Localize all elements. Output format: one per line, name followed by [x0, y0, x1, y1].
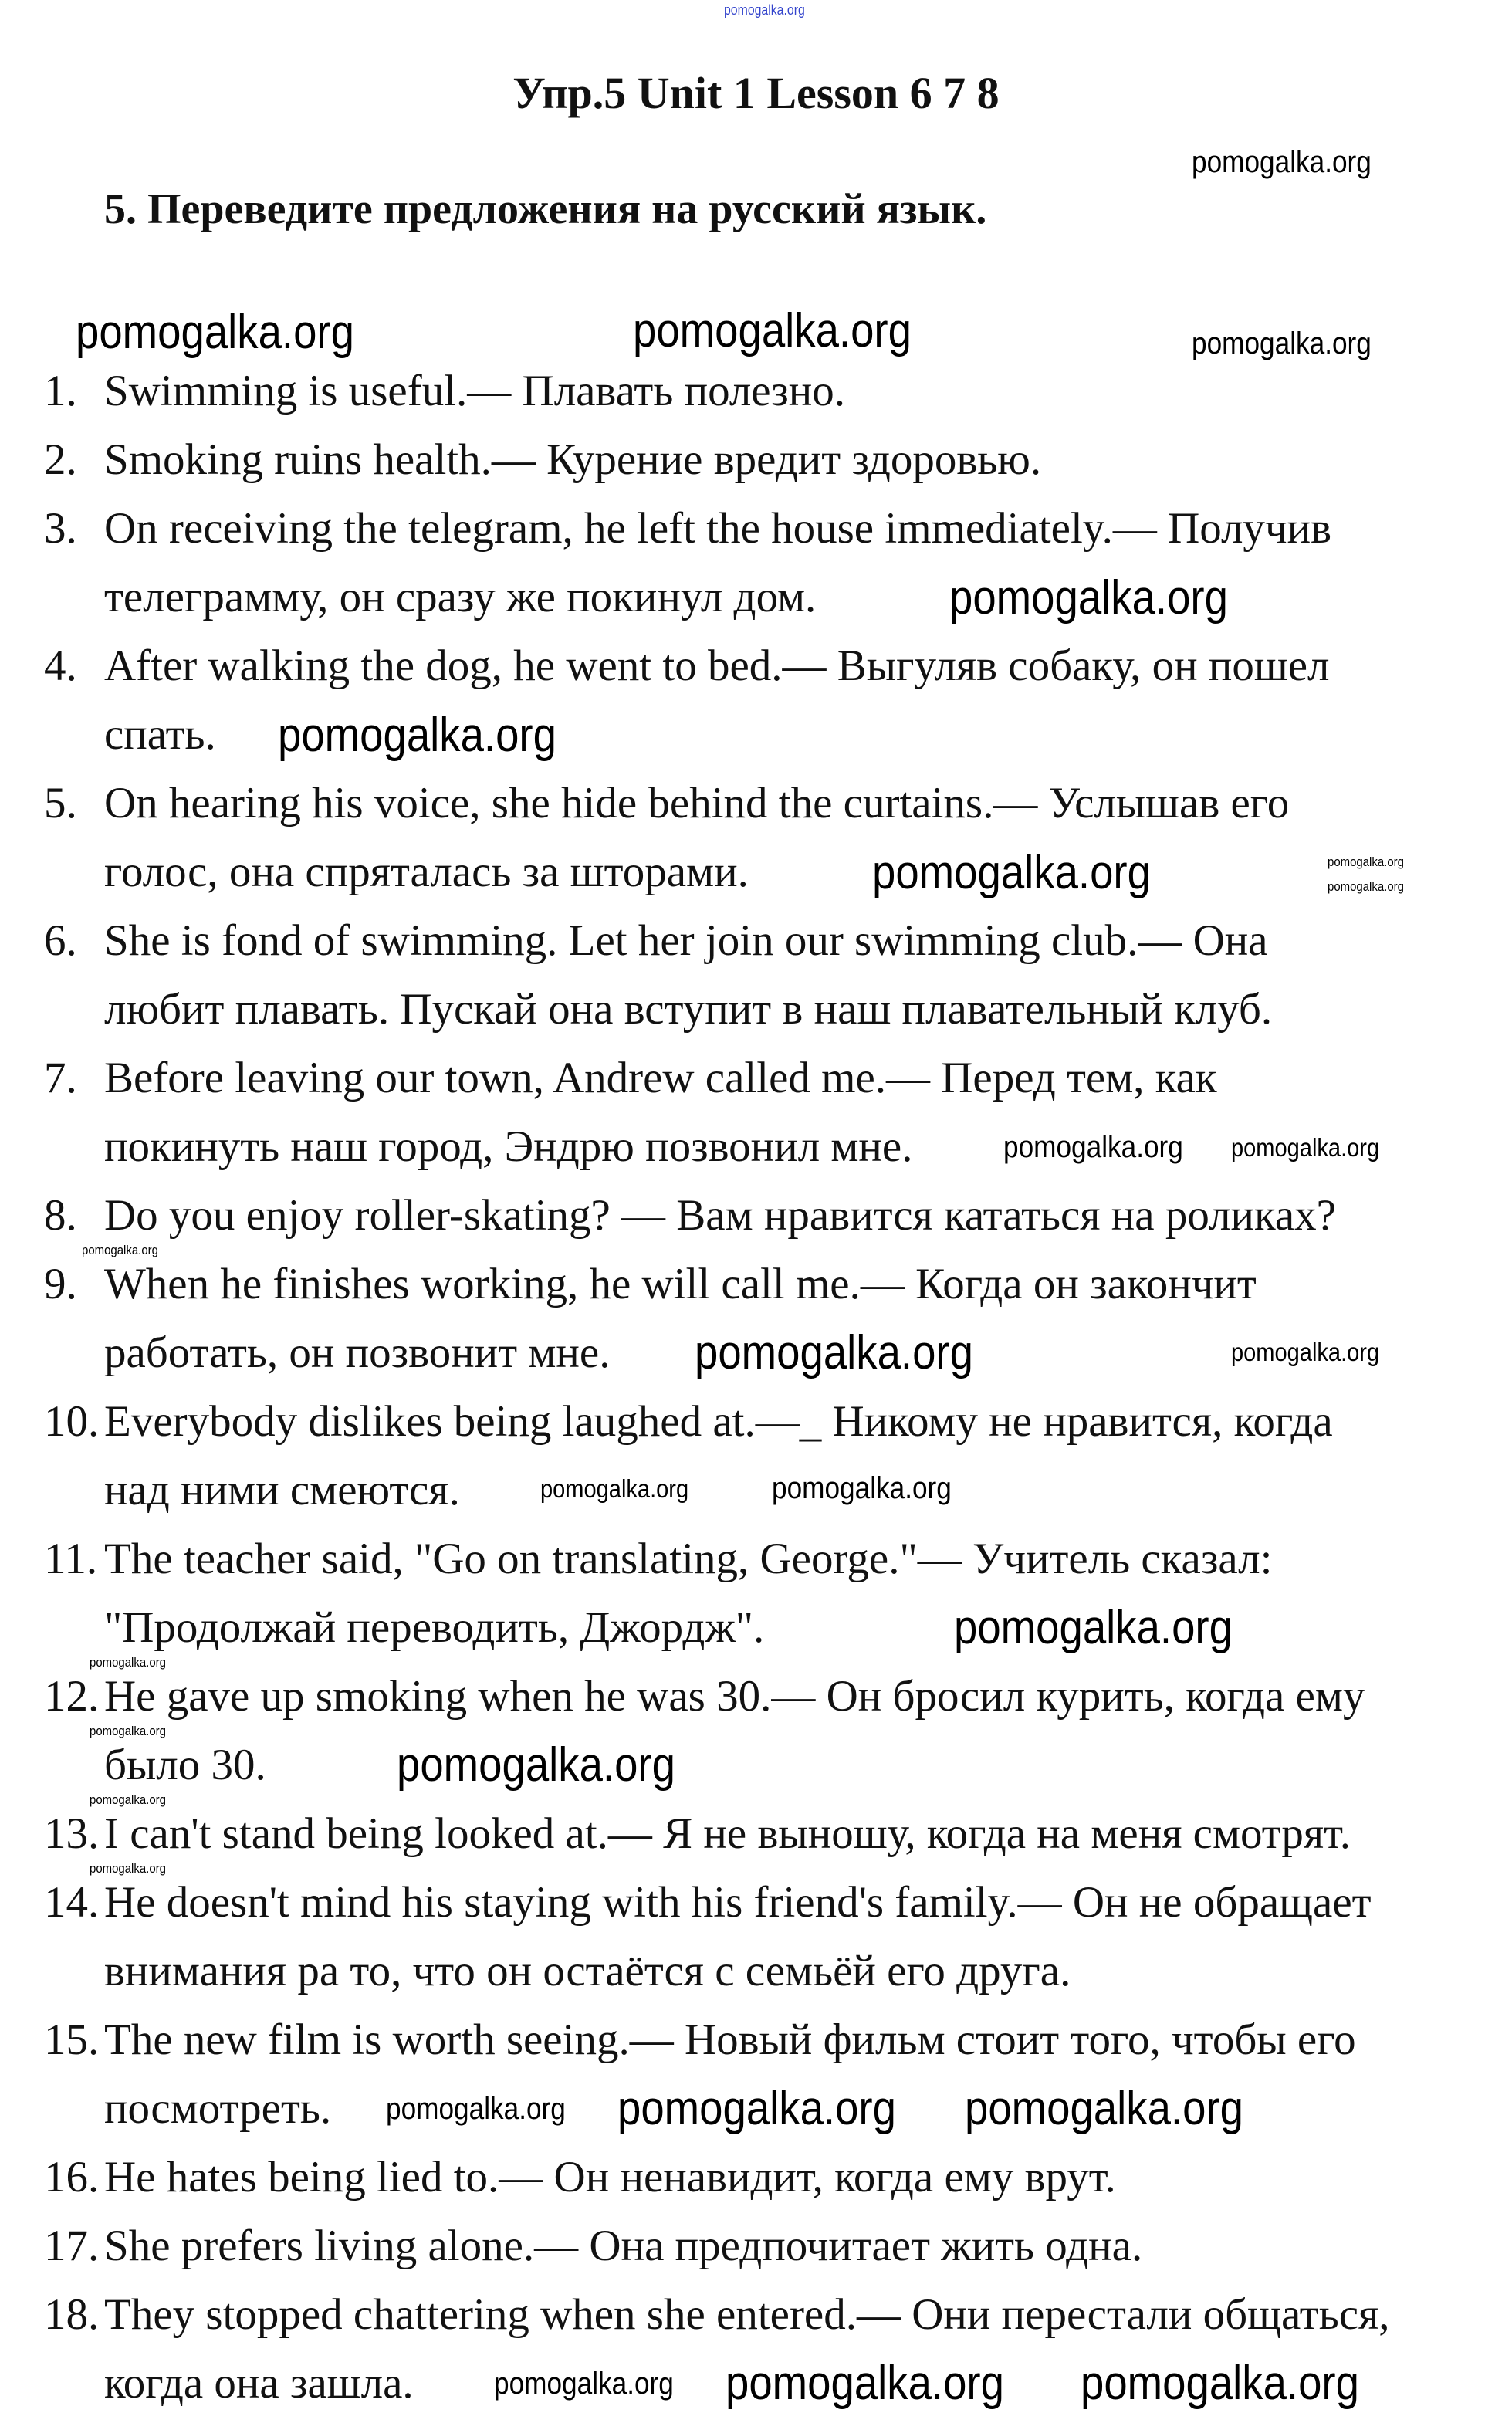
watermark: pomogalka.org	[772, 1471, 952, 1505]
sentence-continuation: когда она зашла.	[104, 2359, 414, 2408]
sentence-line: Swimming is useful.— Плавать полезно.	[104, 367, 846, 415]
sentence-continuation: работать, он позвонит мне.	[104, 1328, 611, 1377]
item-number: 11.	[44, 1535, 98, 1583]
item-number: 4.	[44, 641, 77, 690]
sentence-line: The teacher said, "Go on translating, George."— Учитель сказал:	[104, 1535, 1273, 1583]
item-number: 7.	[44, 1054, 77, 1102]
item-number: 10.	[44, 1397, 100, 1446]
item-number: 17.	[44, 2222, 100, 2270]
watermark: pomogalka.org	[965, 2082, 1243, 2135]
sentence-continuation: покинуть наш город, Эндрю позвонил мне.	[104, 1122, 913, 1171]
sentence-line: He doesn't mind his staying with his friend's family.— Он не обращает	[104, 1878, 1372, 1927]
watermark: pomogalka.org	[633, 304, 912, 357]
watermark: pomogalka.org	[724, 2, 805, 18]
sentence-continuation: было 30.	[104, 1741, 266, 1789]
watermark: pomogalka.org	[397, 1738, 675, 1792]
item-number: 12.	[44, 1672, 100, 1721]
sentence-line: Everybody dislikes being laughed at.—_ Никому не нравится, когда	[104, 1397, 1333, 1446]
sentence-continuation: спать.	[104, 710, 216, 759]
sentence-continuation: над ними смеются.	[104, 1466, 460, 1514]
watermark: pomogalka.org	[1328, 854, 1404, 869]
sentence-line: He gave up smoking when he was 30.— Он бросил курить, когда ему	[104, 1672, 1365, 1721]
sentence-continuation: любит плавать. Пускай она вступит в наш плавательный клуб.	[104, 985, 1273, 1034]
watermark: pomogalka.org	[90, 1724, 166, 1738]
watermark: pomogalka.org	[1231, 1338, 1380, 1366]
item-number: 6.	[44, 916, 77, 965]
watermark: pomogalka.org	[954, 1601, 1233, 1654]
sentence-continuation: голос, она спряталась за шторами.	[104, 848, 749, 896]
sentence-line: She is fond of swimming. Let her join our swimming club.— Она	[104, 916, 1268, 965]
sentence-line: I can't stand being looked at.— Я не выношу, когда на меня смотрят.	[104, 1809, 1351, 1858]
watermark: pomogalka.org	[617, 2082, 896, 2135]
sentence-continuation: посмотреть.	[104, 2084, 332, 2133]
watermark: pomogalka.org	[1192, 327, 1372, 360]
watermark: pomogalka.org	[90, 1655, 166, 1670]
watermark: pomogalka.org	[1231, 1133, 1380, 1162]
sentence-line: The new film is worth seeing.— Новый фильм стоит того, чтобы его	[104, 2015, 1356, 2064]
item-number: 15.	[44, 2015, 100, 2064]
watermark: pomogalka.org	[1192, 145, 1372, 179]
sentence-line: He hates being lied to.— Он ненавидит, когда ему врут.	[104, 2153, 1116, 2201]
sentence-continuation: "Продолжай переводить, Джордж".	[104, 1603, 765, 1652]
watermark: pomogalka.org	[278, 709, 556, 762]
item-number: 8.	[44, 1191, 77, 1240]
watermark: pomogalka.org	[949, 571, 1228, 624]
sentence-continuation: внимания ра то, что он остаётся с семьёй его друга.	[104, 1947, 1071, 1995]
watermark: pomogalka.org	[1081, 2357, 1359, 2410]
watermark: pomogalka.org	[1003, 1130, 1183, 1164]
item-number: 18.	[44, 2290, 100, 2339]
watermark: pomogalka.org	[540, 1474, 689, 1503]
watermark: pomogalka.org	[76, 306, 354, 359]
watermark: pomogalka.org	[90, 1861, 166, 1876]
watermark: pomogalka.org	[1328, 879, 1404, 894]
item-number: 2.	[44, 435, 77, 484]
watermark: pomogalka.org	[82, 1243, 158, 1257]
sentence-line: Before leaving our town, Andrew called me.— Перед тем, как	[104, 1054, 1217, 1102]
sentence-line: They stopped chattering when she entered.— Они перестали общаться,	[104, 2290, 1390, 2339]
item-number: 1.	[44, 367, 77, 415]
watermark: pomogalka.org	[726, 2357, 1004, 2410]
watermark: pomogalka.org	[90, 1792, 166, 1807]
sentence-line: On receiving the telegram, he left the house immediately.— Получив	[104, 504, 1332, 553]
sentence-line: After walking the dog, he went to bed.— Выгуляв собаку, он пошел	[104, 641, 1330, 690]
watermark: pomogalka.org	[386, 2092, 566, 2126]
watermark: pomogalka.org	[494, 2367, 674, 2401]
item-number: 13.	[44, 1809, 100, 1858]
item-number: 3.	[44, 504, 77, 553]
item-number: 9.	[44, 1260, 77, 1308]
sentence-continuation: телеграмму, он сразу же покинул дом.	[104, 573, 817, 621]
sentence-line: When he finishes working, he will call me.— Когда он закончит	[104, 1260, 1257, 1308]
exercise-instruction: 5. Переведите предложения на русский язык.	[104, 185, 987, 233]
watermark: pomogalka.org	[872, 846, 1151, 899]
item-number: 5.	[44, 779, 77, 827]
item-number: 14.	[44, 1878, 100, 1927]
sentence-line: She prefers living alone.— Она предпочитает жить одна.	[104, 2222, 1143, 2270]
sentence-line: Smoking ruins health.— Курение вредит здоровью.	[104, 435, 1042, 484]
item-number: 16.	[44, 2153, 100, 2201]
sentence-line: On hearing his voice, she hide behind the curtains.— Услышав его	[104, 779, 1290, 827]
watermark: pomogalka.org	[695, 1326, 973, 1379]
page-title: Упр.5 Unit 1 Lesson 6 7 8	[512, 68, 1000, 118]
sentence-line: Do you enjoy roller-skating? — Вам нравится кататься на роликах?	[104, 1191, 1336, 1240]
